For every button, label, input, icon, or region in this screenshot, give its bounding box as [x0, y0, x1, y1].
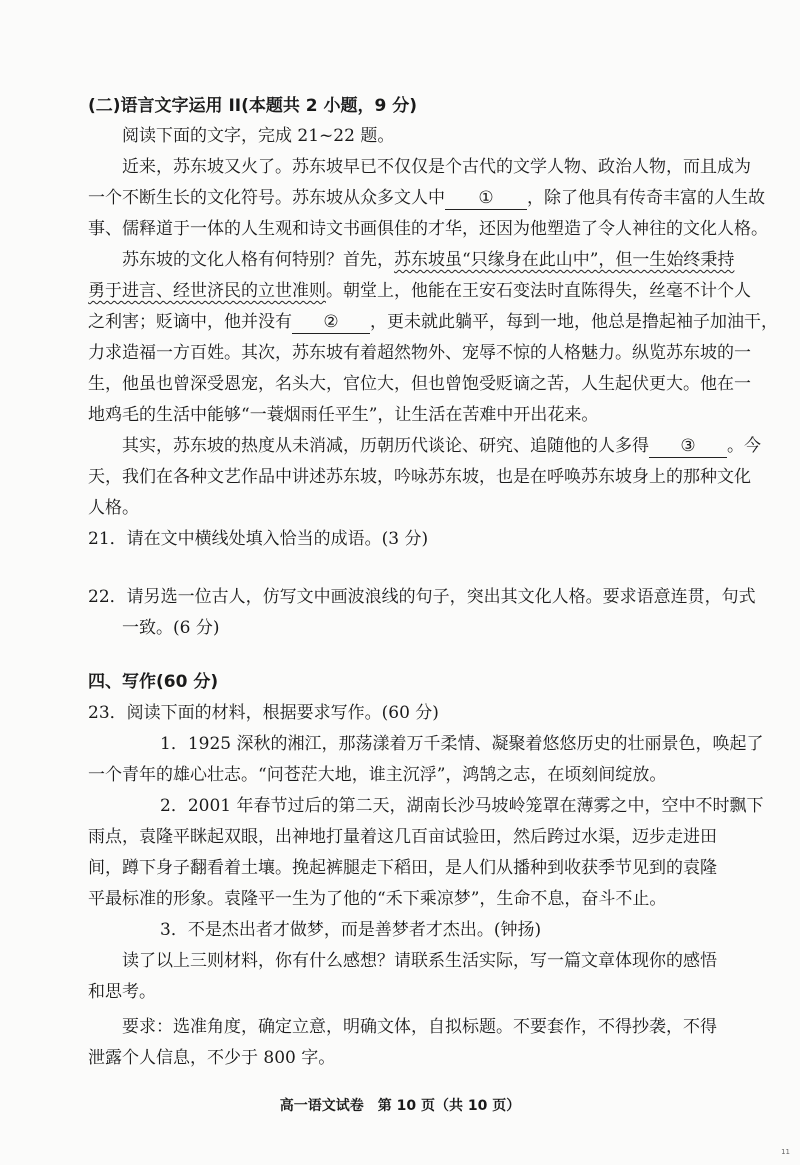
- material-2-cont: 平最标准的形象。袁隆平一生为了他的“禾下乘凉梦”，生命不息，奋斗不止。: [88, 889, 667, 909]
- material-2: 2．2001 年春节过后的第二天，湖南长沙马坡岭笼罩在薄雾之中，空中不时飘下: [160, 796, 764, 816]
- passage-line: 天，我们在各种文艺作品中讲述苏东坡，吟咏苏东坡，也是在呼唤苏东坡身上的那种文化: [88, 467, 751, 487]
- material-2-cont: 间，蹲下身子翻看着土壤。挽起裤腿走下稻田，是人们从播种到收获季节见到的袁隆: [88, 858, 717, 878]
- passage-text: 一个不断生长的文化符号。苏东坡从众多文人中: [88, 188, 445, 208]
- passage-line: 生，他虽也曾深受恩宠，名头大，官位大，但也曾饱受贬谪之苦，人生起伏更大。他在一: [88, 374, 751, 394]
- passage-text: 其实，苏东坡的热度从未消减，历朝历代谈论、研究、追随他的人多得: [122, 436, 649, 456]
- passage-line: [122, 432, 778, 460]
- passage-text: 之利害；贬谪中，他并没有: [88, 312, 292, 332]
- writing-requirements-cont: 泄露个人信息，不少于 800 字。: [88, 1048, 336, 1068]
- passage-line: 人格。: [88, 498, 139, 518]
- passage-line: [88, 184, 778, 212]
- answer-blank-1[interactable]: ①: [445, 187, 527, 210]
- material-3: 3．不是杰出者才做梦，而是善梦者才杰出。(钟扬): [160, 920, 542, 940]
- passage-line: [122, 246, 778, 274]
- material-1: 1．1925 深秋的湘江，那荡漾着万千柔情、凝聚着悠悠历史的壮丽景色，唤起了: [160, 734, 764, 754]
- passage-text: 。今: [727, 436, 761, 456]
- question-22-cont: 一致。(6 分): [122, 618, 220, 638]
- wavy-underlined-sentence: 苏东坡虽“只缘身在此山中”，但一生始终秉持: [394, 250, 735, 270]
- page-footer: 高一语文试卷 第 10 页（共 10 页）: [279, 1098, 521, 1114]
- passage-line: 力求造福一方百姓。其次，苏东坡有着超然物外、宠辱不惊的人格魅力。纵览苏东坡的一: [88, 343, 751, 363]
- writing-requirements: 要求：选准角度，确定立意，明确文体，自拟标题。不要套作，不得抄袭，不得: [122, 1017, 717, 1037]
- passage-line: [88, 308, 778, 336]
- passage-line: 事、儒释道于一体的人生观和诗文书画俱佳的才华，还因为他塑造了令人神往的文化人格。: [88, 219, 768, 239]
- passage-text: ，除了他具有传奇丰富的人生故: [527, 188, 765, 208]
- passage-line: 地鸡毛的生活中能够“一蓑烟雨任平生”，让生活在苦难中开出花来。: [88, 405, 599, 425]
- reading-instruction: 阅读下面的文字，完成 21~22 题。: [122, 126, 395, 146]
- answer-blank-3[interactable]: ③: [649, 435, 727, 458]
- passage-line: [88, 277, 778, 305]
- passage-line: 近来，苏东坡又火了。苏东坡早已不仅仅是个古代的文学人物、政治人物，而且成为: [122, 157, 751, 177]
- section-heading-writing: 四、写作(60 分): [88, 672, 219, 692]
- writing-prompt-cont: 和思考。: [88, 982, 156, 1002]
- question-23: 23．阅读下面的材料，根据要求写作。(60 分): [88, 703, 439, 723]
- wavy-underlined-sentence: 勇于进言、经世济民的立世准则: [88, 281, 326, 301]
- passage-text: 苏东坡的文化人格有何特别？首先，: [122, 250, 394, 270]
- page-mark: 11: [781, 1148, 790, 1156]
- passage-text: ，更未就此躺平，每到一地，他总是撸起袖子加油干，: [370, 312, 778, 332]
- answer-blank-2[interactable]: ②: [292, 311, 370, 334]
- writing-prompt: 读了以上三则材料，你有什么感想？请联系生活实际，写一篇文章体现你的感悟: [122, 951, 717, 971]
- material-1-cont: 一个青年的雄心壮志。“问苍茫大地，谁主沉浮”，鸿鹄之志，在顷刻间绽放。: [88, 765, 667, 785]
- question-21: 21．请在文中横线处填入恰当的成语。(3 分): [88, 529, 429, 549]
- section-heading-language-use: (二)语言文字运用 II(本题共 2 小题，9 分): [88, 96, 418, 116]
- material-2-cont: 雨点，袁隆平眯起双眼，出神地打量着这几百亩试验田，然后跨过水渠，迈步走进田: [88, 827, 717, 847]
- passage-text: 。朝堂上，他能在王安石变法时直陈得失，丝毫不计个人: [326, 281, 751, 301]
- question-22: 22．请另选一位古人，仿写文中画波浪线的句子，突出其文化人格。要求语意连贯，句式: [88, 587, 756, 607]
